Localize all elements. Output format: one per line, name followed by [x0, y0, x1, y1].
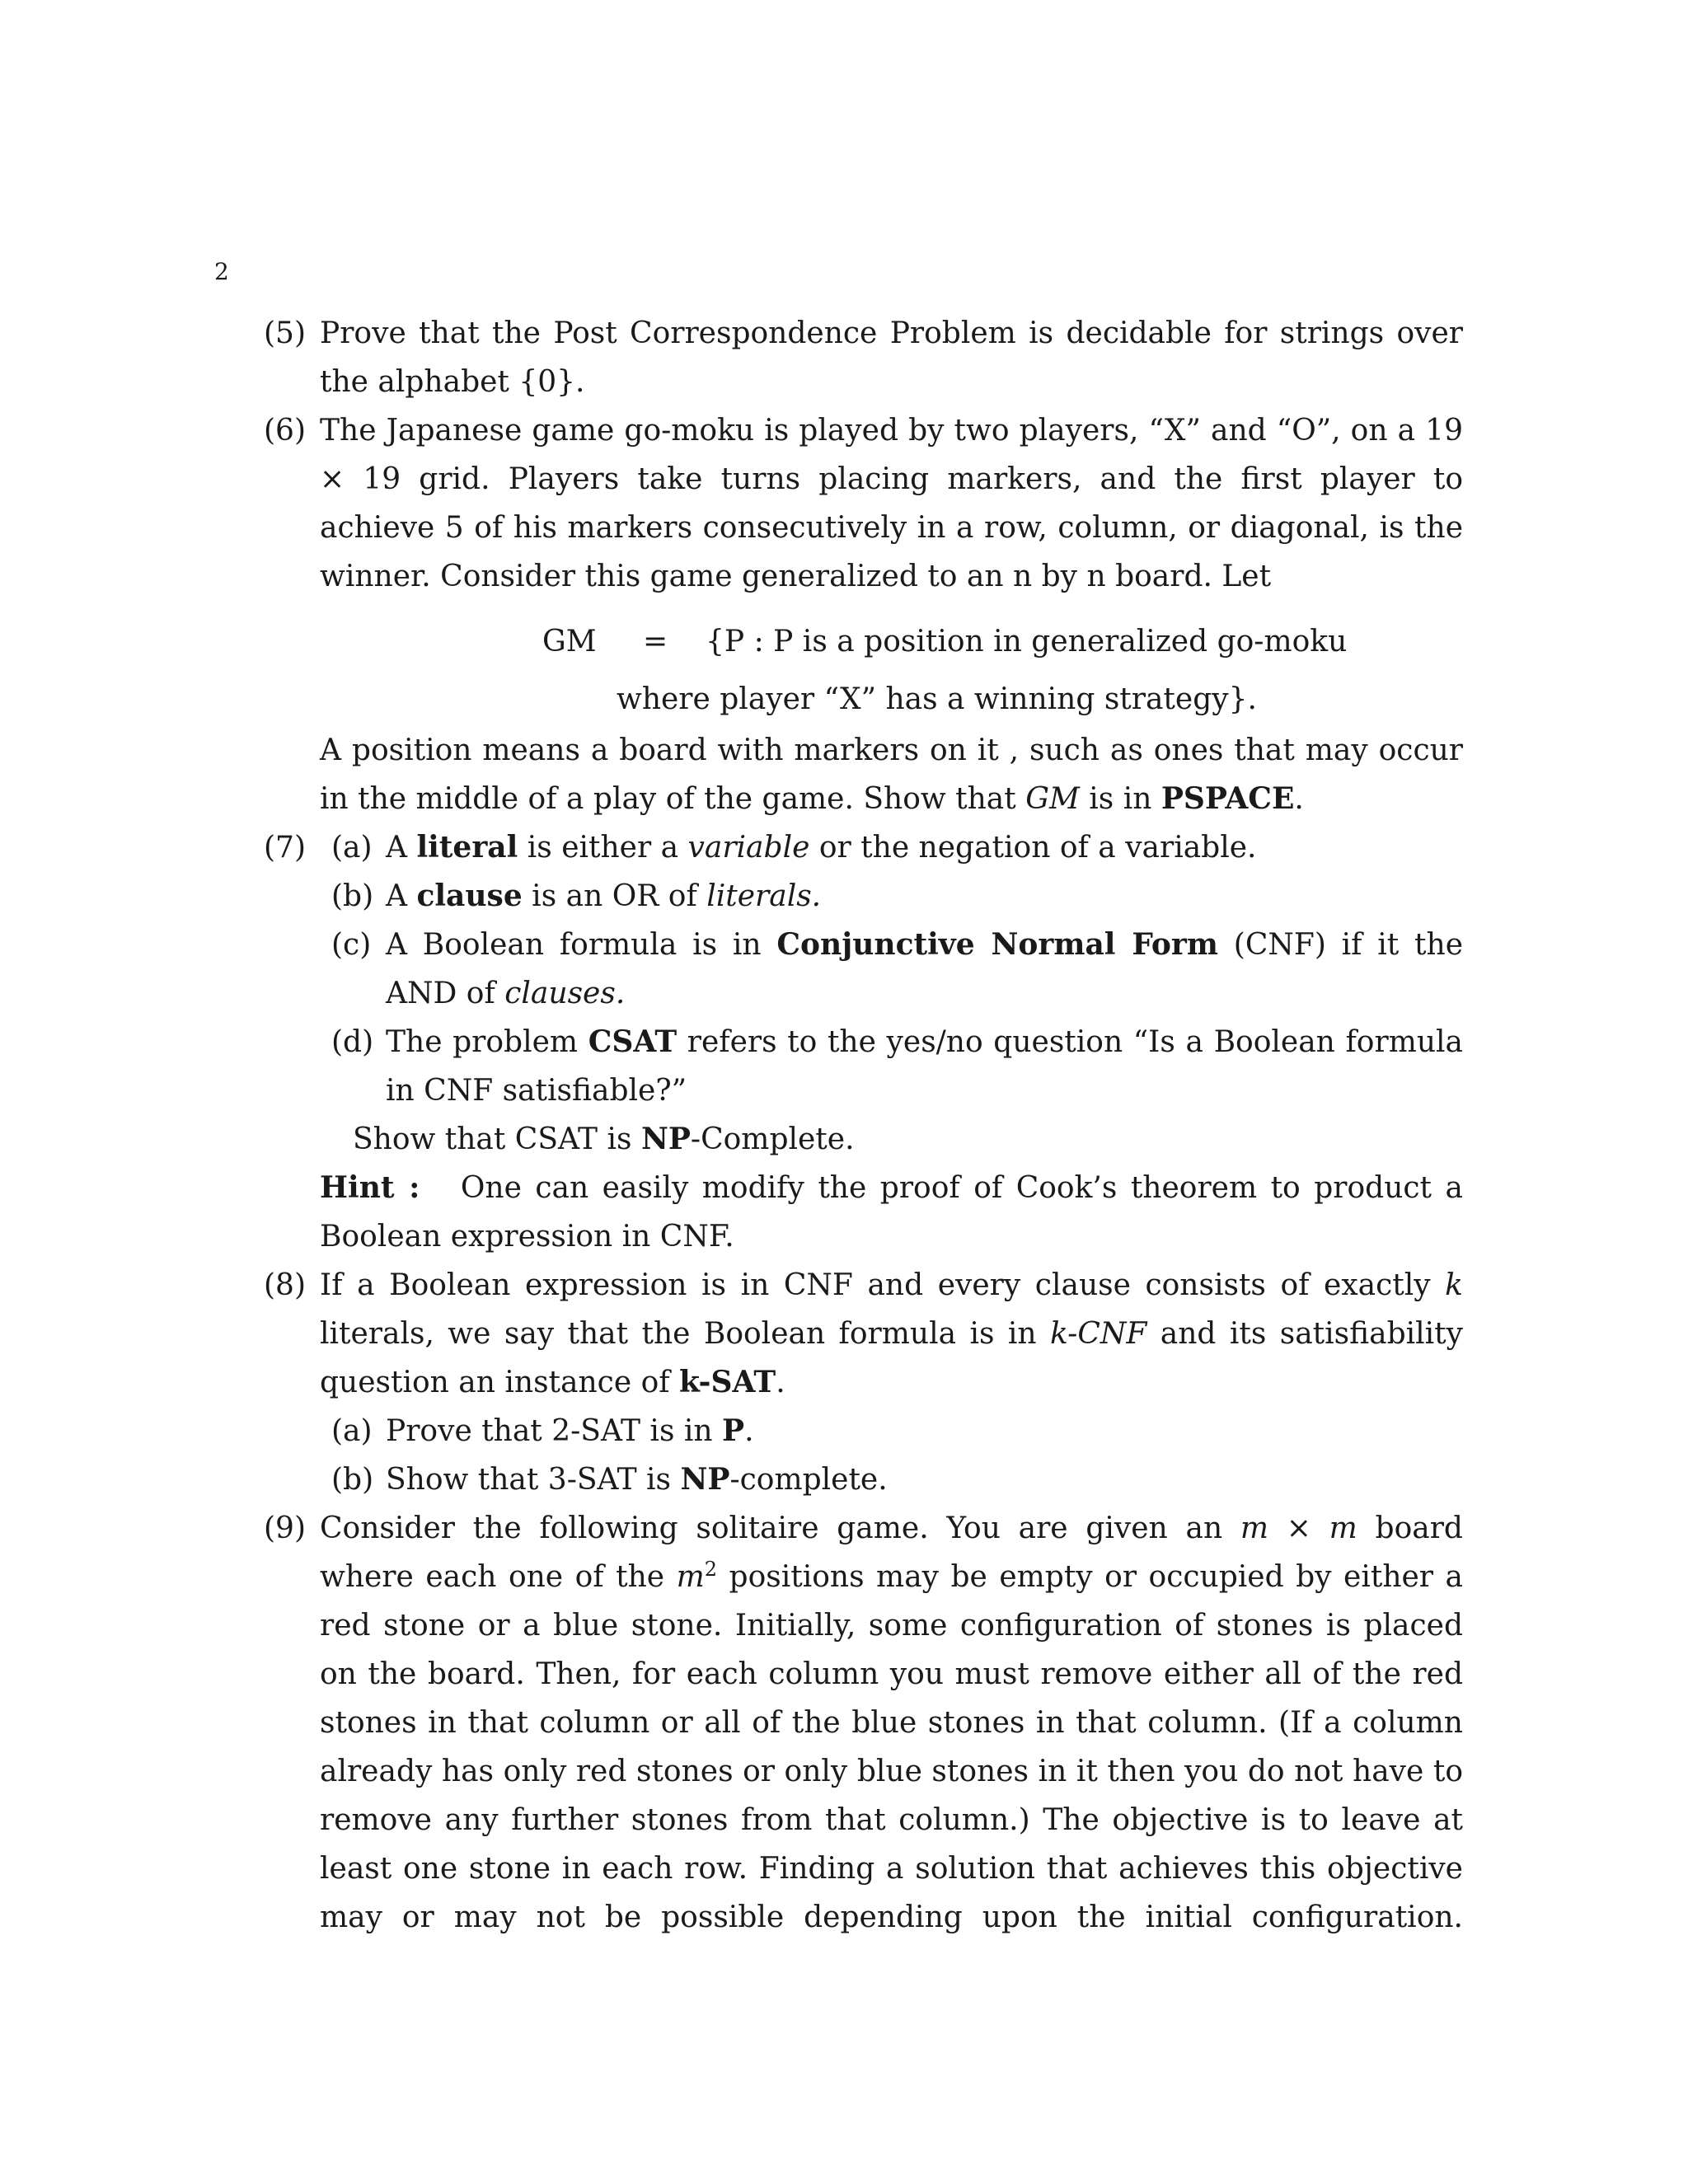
k-variable: k — [1445, 1268, 1463, 1302]
m-variable: m — [676, 1560, 705, 1594]
subitem-d: (d) The problem CSAT refers to the yes/no question “Is a Boolean formula in CNF satisfiable?” — [320, 1018, 1463, 1115]
subitem-label: (c) — [331, 928, 372, 962]
problem-text: Prove that the Post Correspondence Problem is decidable for strings over the alphabet {0}. — [320, 316, 1463, 399]
hint-text: One can easily modify the proof of Cook’s theorem to product a Boolean expression in CNF. — [320, 1171, 1463, 1254]
gm-definition — [320, 606, 1463, 721]
pspace-term: PSPACE — [1160, 781, 1295, 816]
k-cnf-term: k-CNF — [1049, 1317, 1147, 1351]
set-definition-line-2: where player “X” has a winning strategy}. — [617, 682, 1257, 716]
m-by-m: m × m — [1240, 1511, 1357, 1545]
gm-symbol: GM — [542, 625, 597, 658]
show-statement: Show that CSAT is NP-Complete. — [353, 1122, 855, 1156]
np-term: NP — [640, 1122, 691, 1156]
problem-text: If a Boolean expression is in CNF and every clause consists of exactly k literals, we say that the Boolean formula is in k-CNF and its satisfiability question an instance of k-SAT. — [320, 1268, 1463, 1399]
page-number: 2 — [214, 258, 229, 285]
csat-term: CSAT — [588, 1024, 678, 1059]
problem-text: Consider the following solitaire game. You are given an m × m board where each one of the $m^2$ positions may be empty or occupied by either a red stone or a blue stone. Initially, some configuration of stones is placed on the board. Then, for each column you must remove either all of the red stones in that column or all of the blue stones in that column. (If a column already has only red stones or only blue stones in it then you do not have to remove any further stones from that column.) The objective is to leave at least one stone in each row. Finding a solution that achieves this objective may or may not be possible depending upon the initial configuration. — [320, 1511, 1463, 1934]
hint — [320, 1164, 1463, 1261]
subitem-a: (a) A literal is either a variable or the negation of a variable. — [320, 823, 1463, 872]
problem-6 — [264, 406, 1463, 823]
variable-term: variable — [687, 831, 810, 865]
problem-number: (5) — [264, 316, 306, 350]
equals-sign: = — [643, 625, 668, 658]
cnf-term: Conjunctive Normal Form — [776, 927, 1218, 962]
exponent: 2 — [704, 1558, 718, 1581]
subitem-a: (a) Prove that 2-SAT is in P. — [320, 1407, 1463, 1455]
clause-term: clause — [416, 879, 523, 913]
literals-term: literals. — [706, 879, 822, 913]
subitem-label: (d) — [331, 1025, 374, 1059]
problem-number: (9) — [264, 1511, 306, 1545]
problem-9 — [264, 1504, 1463, 1942]
problem-list — [264, 309, 1463, 1942]
problem-8 — [264, 1261, 1463, 1504]
literal-term: literal — [416, 830, 518, 865]
problem-5 — [264, 309, 1463, 406]
subitem-c: (c) A Boolean formula is in Conjunctive Normal Form (CNF) if it the AND of clauses. — [320, 921, 1463, 1018]
clauses-term: clauses. — [504, 977, 626, 1010]
problem-7 — [264, 823, 1463, 1261]
k-sat-term: k-SAT — [679, 1365, 776, 1399]
set-definition-line-1: {P : P is a position in generalized go-moku — [706, 625, 1348, 658]
hint-label: Hint : — [320, 1170, 420, 1205]
np-term: NP — [680, 1462, 730, 1497]
subitem-b: (b) A clause is an OR of literals. — [320, 872, 1463, 921]
problem-text: The Japanese game go-moku is played by two players, “X” and “O”, on a 19 × 19 grid. Players take turns placing markers, and the first player to achieve 5 of his markers consecutively in a row, column, or diagonal, is the winner. Consider this game generalized to an n by n board. Let — [320, 414, 1463, 593]
problem-number: (8) — [264, 1268, 306, 1302]
subitem-label: (a) — [331, 1414, 373, 1448]
problem-number: (6) — [264, 414, 306, 448]
p-term: P — [722, 1413, 745, 1448]
subitem-label: (b) — [331, 879, 374, 913]
subitem-label: (b) — [331, 1463, 374, 1497]
subitem-label: (a) — [331, 831, 373, 865]
gm-italic: GM — [1025, 782, 1080, 816]
position-explanation: A position means a board with markers on it , such as ones that may occur in the middle of a play of the game. Show that GM is in PSPACE. — [320, 733, 1463, 816]
subitem-b: (b) Show that 3-SAT is NP-complete. — [320, 1455, 1463, 1504]
problem-number: (7) — [264, 831, 306, 865]
